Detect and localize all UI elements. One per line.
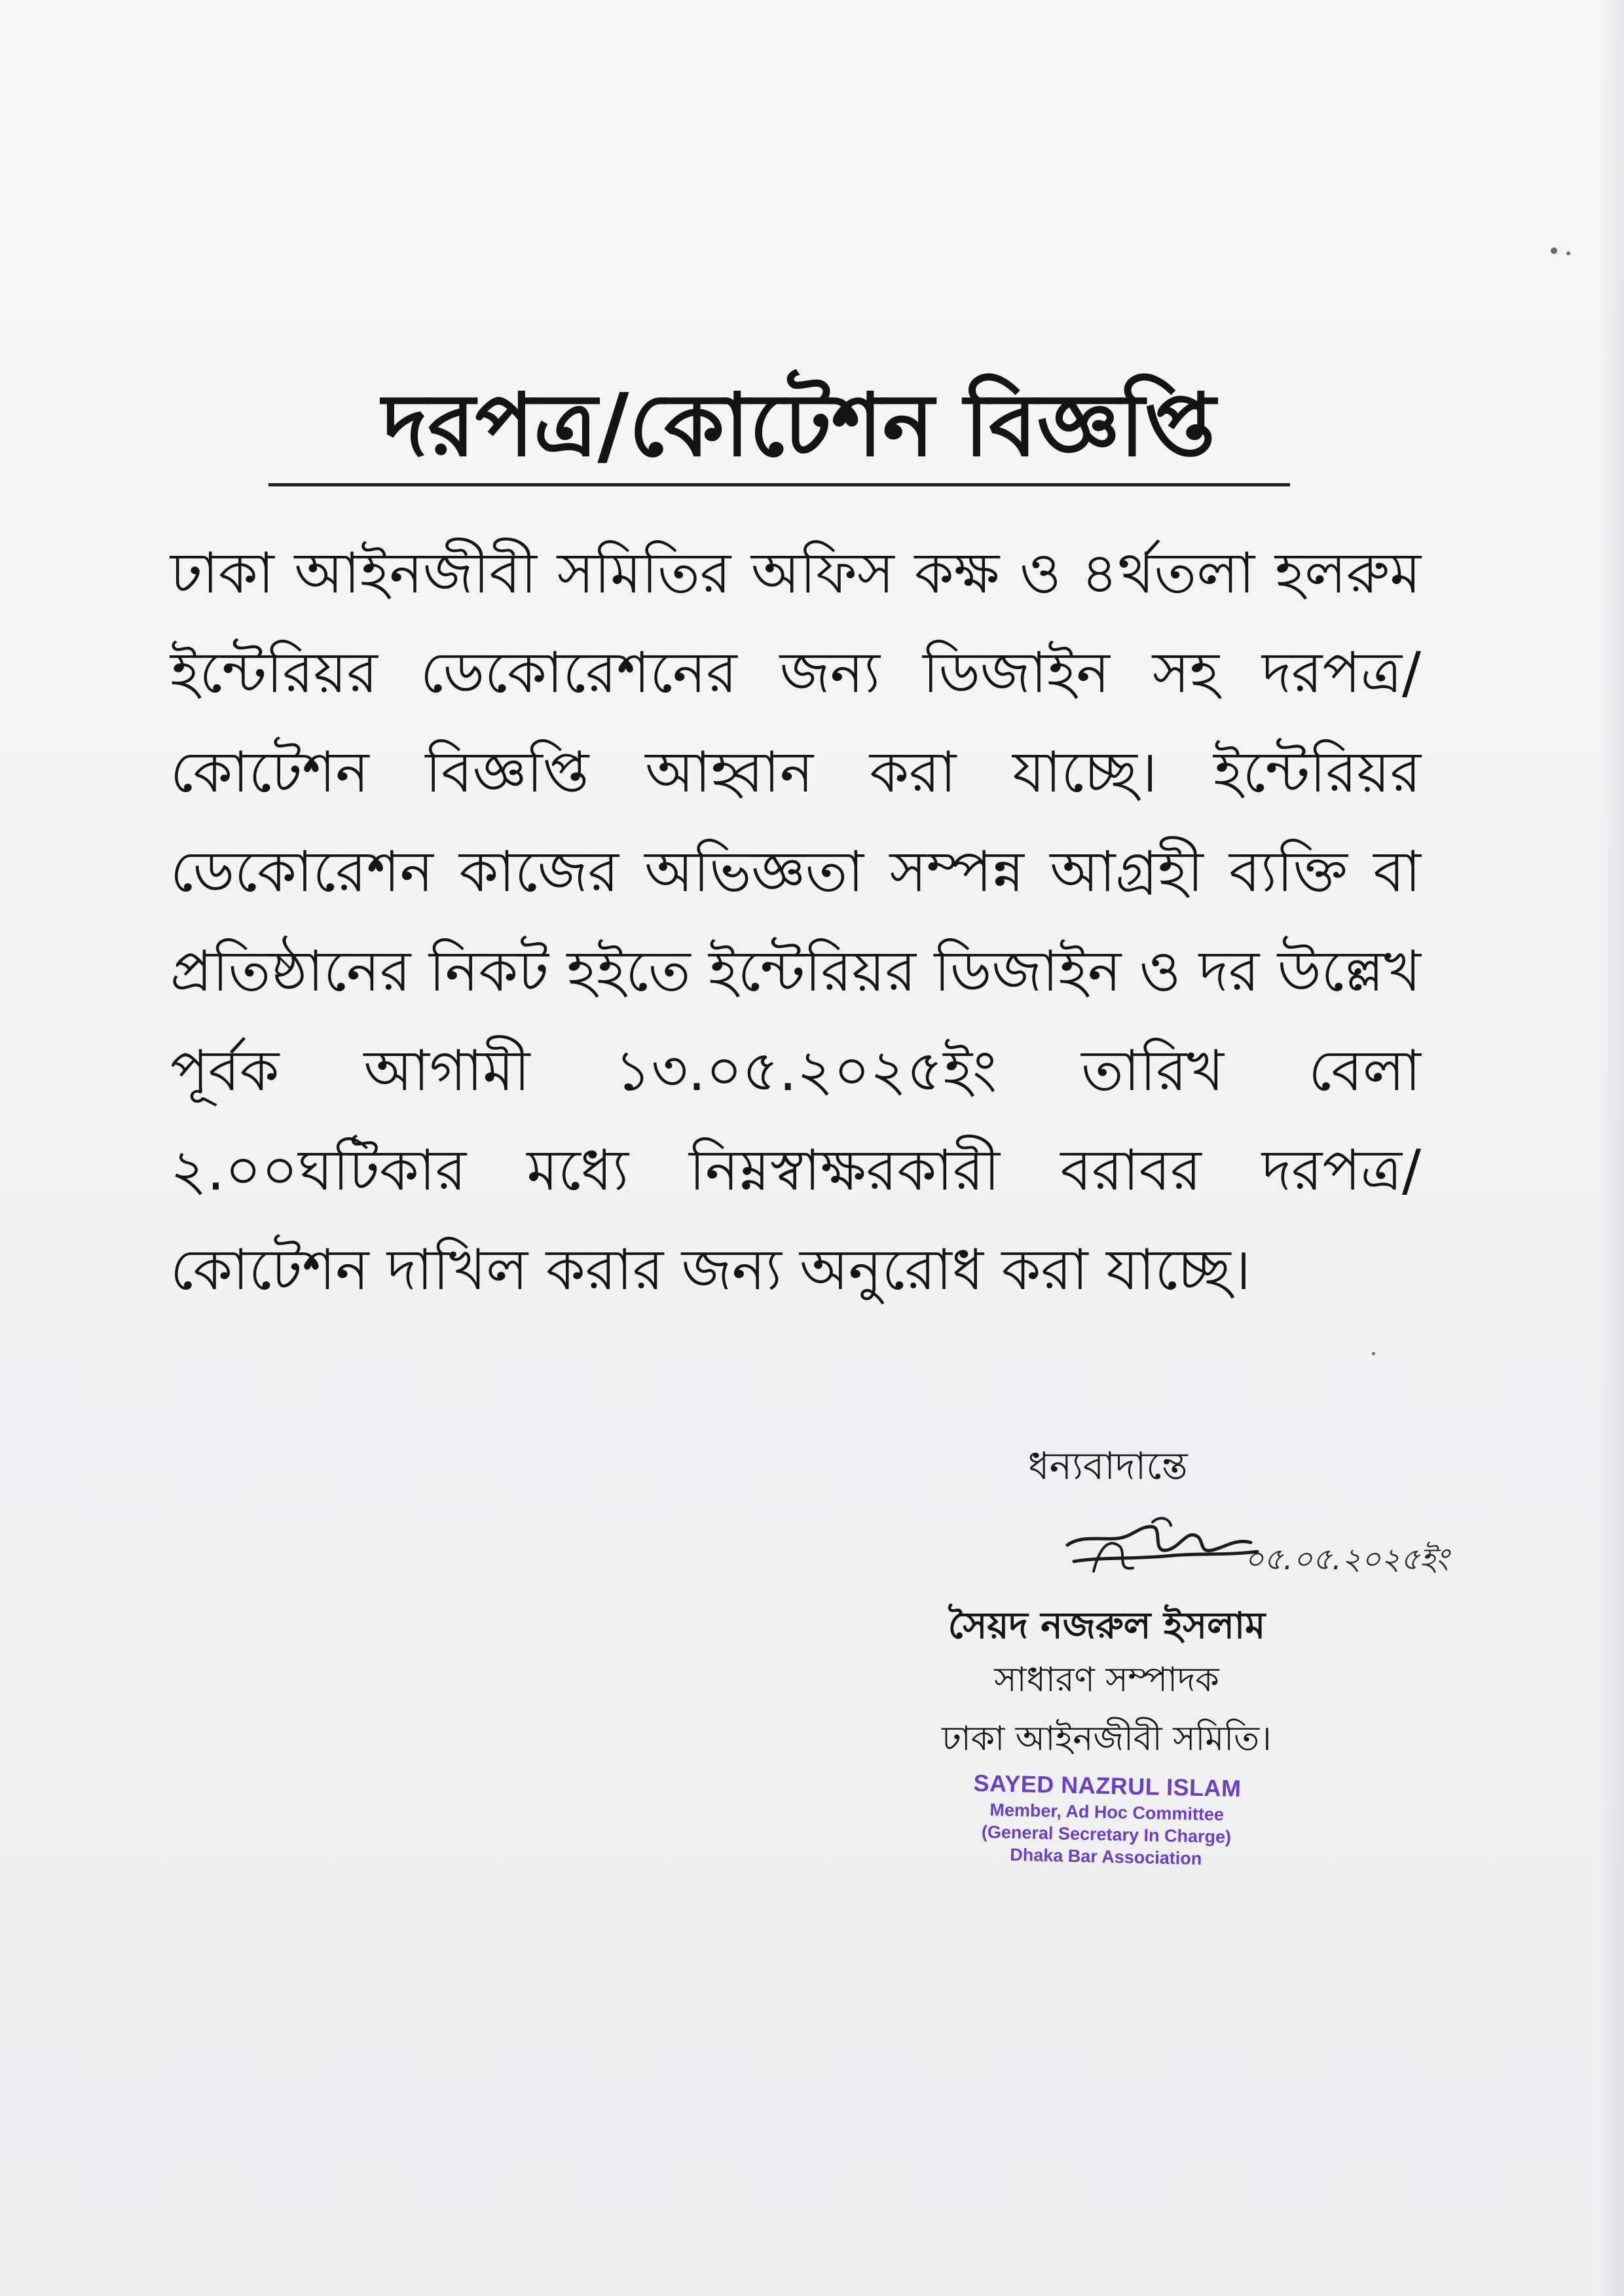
stamp-line-2: (General Secretary In Charge)	[981, 1822, 1232, 1847]
title-underline	[268, 483, 1290, 486]
paper-speck	[1372, 1352, 1375, 1355]
paper-edge-shadow	[1598, 0, 1624, 2296]
signatory-name: সৈয়দ নজরুল ইসলাম	[948, 1605, 1266, 1647]
closing-text: ধন্যবাদান্তে	[1028, 1444, 1188, 1488]
paper-speck	[1551, 247, 1557, 254]
signatory-title: সাধারণ সম্পাদক	[994, 1660, 1219, 1700]
signature-icon	[1054, 1499, 1270, 1597]
stamp-name: SAYED NAZRUL ISLAM	[973, 1769, 1242, 1802]
stamp-line-1: Member, Ad Hoc Committee	[989, 1800, 1225, 1825]
handwritten-date	[1241, 1529, 1516, 1588]
notice-body: ঢাকা আইনজীবী সমিতির অফিস কক্ষ ও ৪র্থতলা হলরুম ইন্টেরিয়র ডেকোরেশনের জন্য ডিজাইন সহ দরপত্র/কোটেশন বিজ্ঞপ্তি আহ্বান করা যাচ্ছে। ইন্টেরিয়র ডেকোরেশন কাজের অভিজ্ঞতা সম্পন্ন আগ্রহী ব্যক্তি বা প্রতিষ্ঠানের নিকট হইতে ইন্টেরিয়র ডিজাইন ও দর উল্লেখ পূর্বক আগামী ১৩.০৫.২০২৫ইং তারিখ বেলা ২.০০ঘটিকার মধ্যে নিম্নস্বাক্ষরকারী বরাবর দরপত্র/কোটেশন দাখিল করার জন্য অনুরোধ করা যাচ্ছে।	[170, 541, 1421, 1303]
notice-title: দরপত্র/কোটেশন বিজ্ঞপ্তি	[382, 375, 1216, 476]
svg-text:০৫.০৫.২০২৫ইং: ০৫.০৫.২০২৫ইং	[1244, 1541, 1449, 1576]
signatory-organization: ঢাকা আইনজীবী সমিতি।	[942, 1719, 1272, 1758]
paper-speck	[1566, 251, 1570, 255]
stamp-line-3: Dhaka Bar Association	[1009, 1844, 1202, 1869]
official-stamp	[942, 1768, 1272, 1871]
